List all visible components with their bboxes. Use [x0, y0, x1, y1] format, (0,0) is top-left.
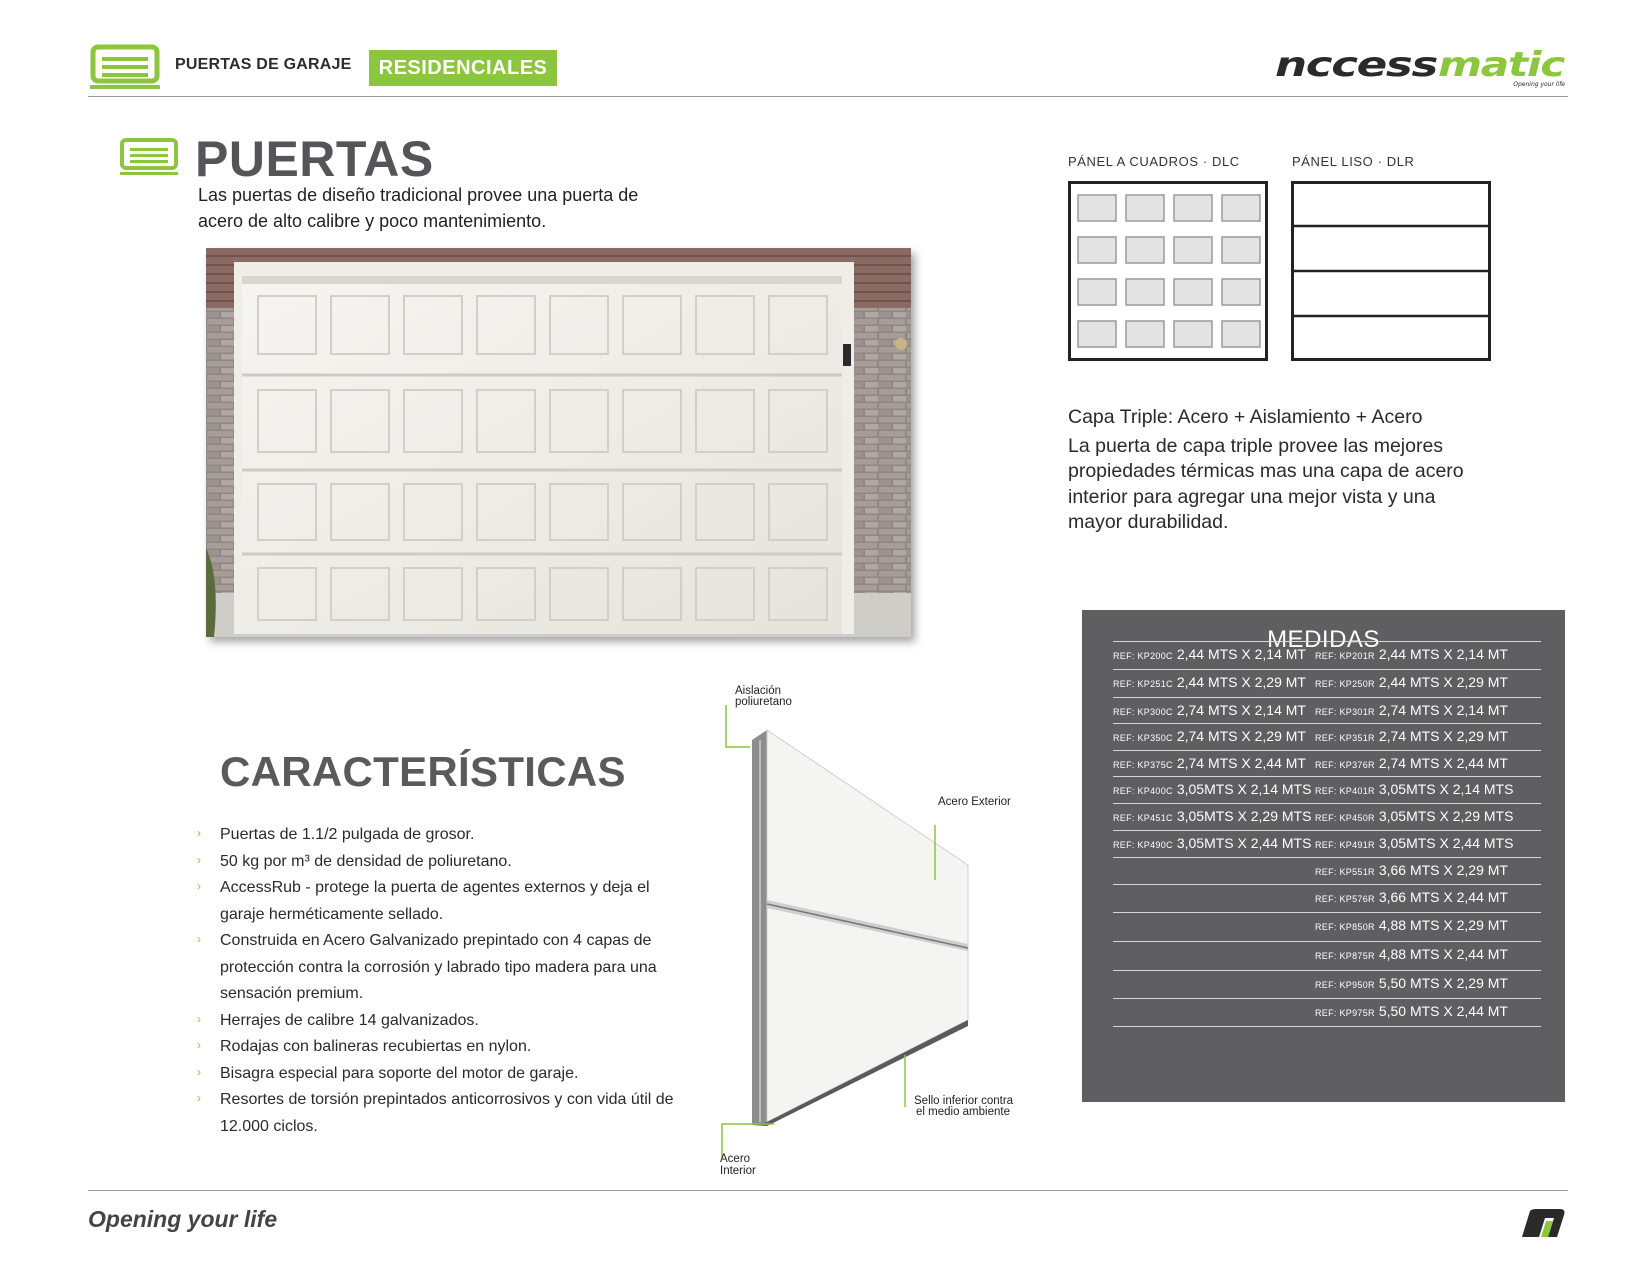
list-item	[197, 822, 680, 849]
logo-text-access: nccess	[1275, 46, 1438, 85]
header-title: PUERTAS DE GARAJE	[175, 56, 352, 73]
medidas-cell-right	[1315, 975, 1508, 993]
medidas-row	[1113, 998, 1541, 1027]
panel-liso-diagram	[1291, 181, 1491, 361]
size-value: 2,44 MTS X 2,29 MT	[1176, 674, 1306, 690]
ref-code: REF: KP490C	[1113, 840, 1173, 850]
accessmatic-mark-icon	[1518, 1208, 1568, 1238]
medidas-row	[1113, 776, 1541, 805]
list-item	[197, 928, 680, 1008]
panel-cross-section-diagram	[690, 680, 1020, 1180]
puertas-description: Las puertas de diseño tradicional provee una puerta de acero de alto calibre y poco mantenimiento.	[198, 185, 639, 231]
medidas-row	[1113, 970, 1541, 999]
medidas-cell-left	[1113, 728, 1306, 746]
medidas-row	[1113, 941, 1541, 970]
capa-triple-heading: Capa Triple: Acero + Aislamiento + Acero	[1068, 406, 1423, 428]
residenciales-badge: RESIDENCIALES	[369, 50, 557, 86]
medidas-panel	[1082, 610, 1565, 1102]
garage-door-photo	[206, 248, 911, 637]
medidas-cell-left	[1113, 755, 1306, 773]
bullet-icon: ›	[197, 852, 201, 867]
logo-text-matic: matic	[1438, 46, 1566, 85]
medidas-cell-right	[1315, 646, 1508, 664]
medidas-cell-right	[1315, 1003, 1508, 1021]
footer-divider	[88, 1190, 1568, 1191]
label-sello-2: el medio ambiente	[916, 1106, 1010, 1118]
medidas-bottom-rule	[1113, 1026, 1541, 1027]
garage-door-icon	[120, 138, 178, 176]
size-value: 4,88 MTS X 2,44 MT	[1378, 946, 1508, 962]
size-value: 3,66 MTS X 2,44 MT	[1378, 889, 1508, 905]
medidas-cell-right	[1315, 702, 1508, 720]
size-value: 3,05MTS X 2,29 MTS	[1378, 808, 1514, 824]
size-value: 2,44 MTS X 2,14 MT	[1176, 646, 1306, 662]
medidas-cell-right	[1315, 917, 1508, 935]
caracteristica-text: 50 kg por m³ de densidad de poliuretano.	[220, 852, 512, 870]
size-value: 2,74 MTS X 2,14 MT	[1378, 702, 1508, 718]
list-item	[197, 1061, 680, 1088]
ref-code: REF: KP551R	[1315, 867, 1375, 877]
list-item	[197, 875, 680, 928]
caracteristica-text: AccessRub - protege la puerta de agentes externos y deja el garaje herméticamente sellado.	[220, 879, 650, 923]
medidas-cell-left	[1113, 781, 1311, 799]
ref-code: REF: KP201R	[1315, 651, 1375, 661]
ref-code: REF: KP250R	[1315, 679, 1375, 689]
medidas-cell-right	[1315, 808, 1513, 826]
footer-tagline: Opening your life	[88, 1206, 278, 1232]
size-value: 2,74 MTS X 2,44 MT	[1378, 755, 1508, 771]
medidas-cell-right	[1315, 674, 1508, 692]
caracteristicas-title: CARACTERÍSTICAS	[220, 748, 626, 795]
medidas-cell-right	[1315, 781, 1513, 799]
size-value: 2,44 MTS X 2,14 MT	[1378, 646, 1508, 662]
ref-code: REF: KP376R	[1315, 760, 1375, 770]
bullet-icon: ›	[197, 1091, 201, 1105]
medidas-row	[1113, 803, 1541, 832]
size-value: 2,74 MTS X 2,29 MT	[1176, 728, 1306, 744]
ref-code: REF: KP351R	[1315, 733, 1375, 743]
size-value: 5,50 MTS X 2,44 MT	[1378, 1003, 1508, 1019]
ref-code: REF: KP251C	[1113, 679, 1173, 689]
ref-code: REF: KP350C	[1113, 733, 1173, 743]
label-acero-interior-2: Interior	[720, 1165, 756, 1177]
medidas-cell-right	[1315, 728, 1508, 746]
caracteristica-text: Herrajes de calibre 14 galvanizados.	[220, 1011, 479, 1029]
medidas-cell-left	[1113, 674, 1306, 692]
medidas-cell-right	[1315, 862, 1508, 880]
label-sello-1: Sello inferior contra	[914, 1095, 1014, 1107]
ref-code: REF: KP491R	[1315, 840, 1375, 850]
medidas-cell-right	[1315, 889, 1508, 907]
caracteristica-text: Puertas de 1.1/2 pulgada de grosor.	[220, 826, 475, 843]
medidas-row	[1113, 723, 1541, 752]
medidas-cell-right	[1315, 835, 1513, 853]
bullet-icon: ›	[197, 826, 201, 840]
bullet-icon: ›	[197, 1011, 201, 1026]
medidas-cell-left	[1113, 646, 1306, 664]
ref-code: REF: KP375C	[1113, 760, 1173, 770]
size-value: 3,05MTS X 2,14 MTS	[1378, 781, 1514, 797]
label-acero-interior-1: Acero	[720, 1153, 751, 1165]
ref-code: REF: KP450R	[1315, 813, 1375, 823]
caracteristica-text: Resortes de torsión prepintados anticorrosivos y con vida útil de 12.000 ciclos.	[220, 1091, 674, 1135]
ref-code: REF: KP875R	[1315, 951, 1375, 961]
ref-code: REF: KP200C	[1113, 651, 1173, 661]
medidas-row	[1113, 750, 1541, 779]
list-item	[197, 1087, 680, 1140]
panel-cuadros-diagram	[1068, 181, 1268, 361]
medidas-cell-right	[1315, 946, 1508, 964]
ref-code: REF: KP950R	[1315, 980, 1375, 990]
accessmatic-logo	[1275, 46, 1567, 88]
size-value: 2,44 MTS X 2,29 MT	[1378, 674, 1508, 690]
ref-code: REF: KP400C	[1113, 786, 1173, 796]
bullet-icon: ›	[197, 1038, 201, 1052]
size-value: 3,05MTS X 2,44 MTS	[1176, 835, 1312, 851]
panel-cuadros-label: PÁNEL A CUADROS · DLC	[1068, 154, 1240, 169]
label-aislacion-1: Aislación	[735, 685, 782, 697]
medidas-row	[1113, 669, 1541, 698]
ref-code: REF: KP451C	[1113, 813, 1173, 823]
label-acero-exterior: Acero Exterior	[938, 796, 1011, 808]
medidas-row	[1113, 697, 1541, 726]
medidas-row	[1113, 830, 1541, 859]
medidas-cell-right	[1315, 755, 1508, 773]
ref-code: REF: KP300C	[1113, 707, 1173, 717]
list-item	[197, 849, 680, 876]
medidas-row	[1113, 857, 1541, 886]
size-value: 2,74 MTS X 2,44 MT	[1176, 755, 1306, 771]
ref-code: REF: KP850R	[1315, 922, 1375, 932]
medidas-cell-left	[1113, 702, 1306, 720]
medidas-row	[1113, 641, 1541, 670]
size-value: 2,74 MTS X 2,29 MT	[1378, 728, 1508, 744]
size-value: 3,05MTS X 2,44 MTS	[1378, 835, 1514, 851]
logo-tagline: Opening your life	[1513, 81, 1565, 88]
medidas-row	[1113, 912, 1541, 941]
bullet-icon: ›	[197, 1064, 201, 1079]
capa-triple-section	[1068, 405, 1488, 536]
caracteristica-text: Bisagra especial para soporte del motor de garaje.	[220, 1064, 579, 1082]
bullet-icon: ›	[197, 932, 201, 946]
medidas-title: MEDIDAS	[1267, 626, 1380, 653]
puertas-title: PUERTAS	[195, 131, 434, 187]
caracteristicas-list	[197, 822, 680, 1140]
medidas-cell-left	[1113, 835, 1311, 853]
panel-liso-label: PÁNEL LISO · DLR	[1292, 154, 1415, 169]
bullet-icon: ›	[197, 879, 201, 893]
medidas-row	[1113, 884, 1541, 913]
size-value: 2,74 MTS X 2,14 MT	[1176, 702, 1306, 718]
size-value: 3,05MTS X 2,29 MTS	[1176, 808, 1312, 824]
list-item	[197, 1008, 680, 1035]
caracteristica-text: Rodajas con balineras recubiertas en nylon.	[220, 1038, 532, 1055]
size-value: 4,88 MTS X 2,29 MT	[1378, 917, 1508, 933]
ref-code: REF: KP301R	[1315, 707, 1375, 717]
header-divider	[88, 96, 1568, 97]
label-aislacion-2: poliuretano	[735, 696, 792, 708]
capa-triple-description: La puerta de capa triple provee las mejores propiedades térmicas mas una capa de acero interior para agregar una mejor vista y una mayor durabilidad.	[1068, 434, 1464, 533]
medidas-cell-left	[1113, 808, 1311, 826]
size-value: 5,50 MTS X 2,29 MT	[1378, 975, 1508, 991]
ref-code: REF: KP401R	[1315, 786, 1375, 796]
list-item	[197, 1034, 680, 1061]
ref-code: REF: KP975R	[1315, 1008, 1375, 1018]
caracteristica-text: Construida en Acero Galvanizado prepintado con 4 capas de protección contra la corrosión y labrado tipo madera para una sensación premium.	[220, 932, 657, 1002]
size-value: 3,05MTS X 2,14 MTS	[1176, 781, 1312, 797]
ref-code: REF: KP576R	[1315, 894, 1375, 904]
garage-door-icon	[90, 44, 160, 90]
size-value: 3,66 MTS X 2,29 MT	[1378, 862, 1508, 878]
